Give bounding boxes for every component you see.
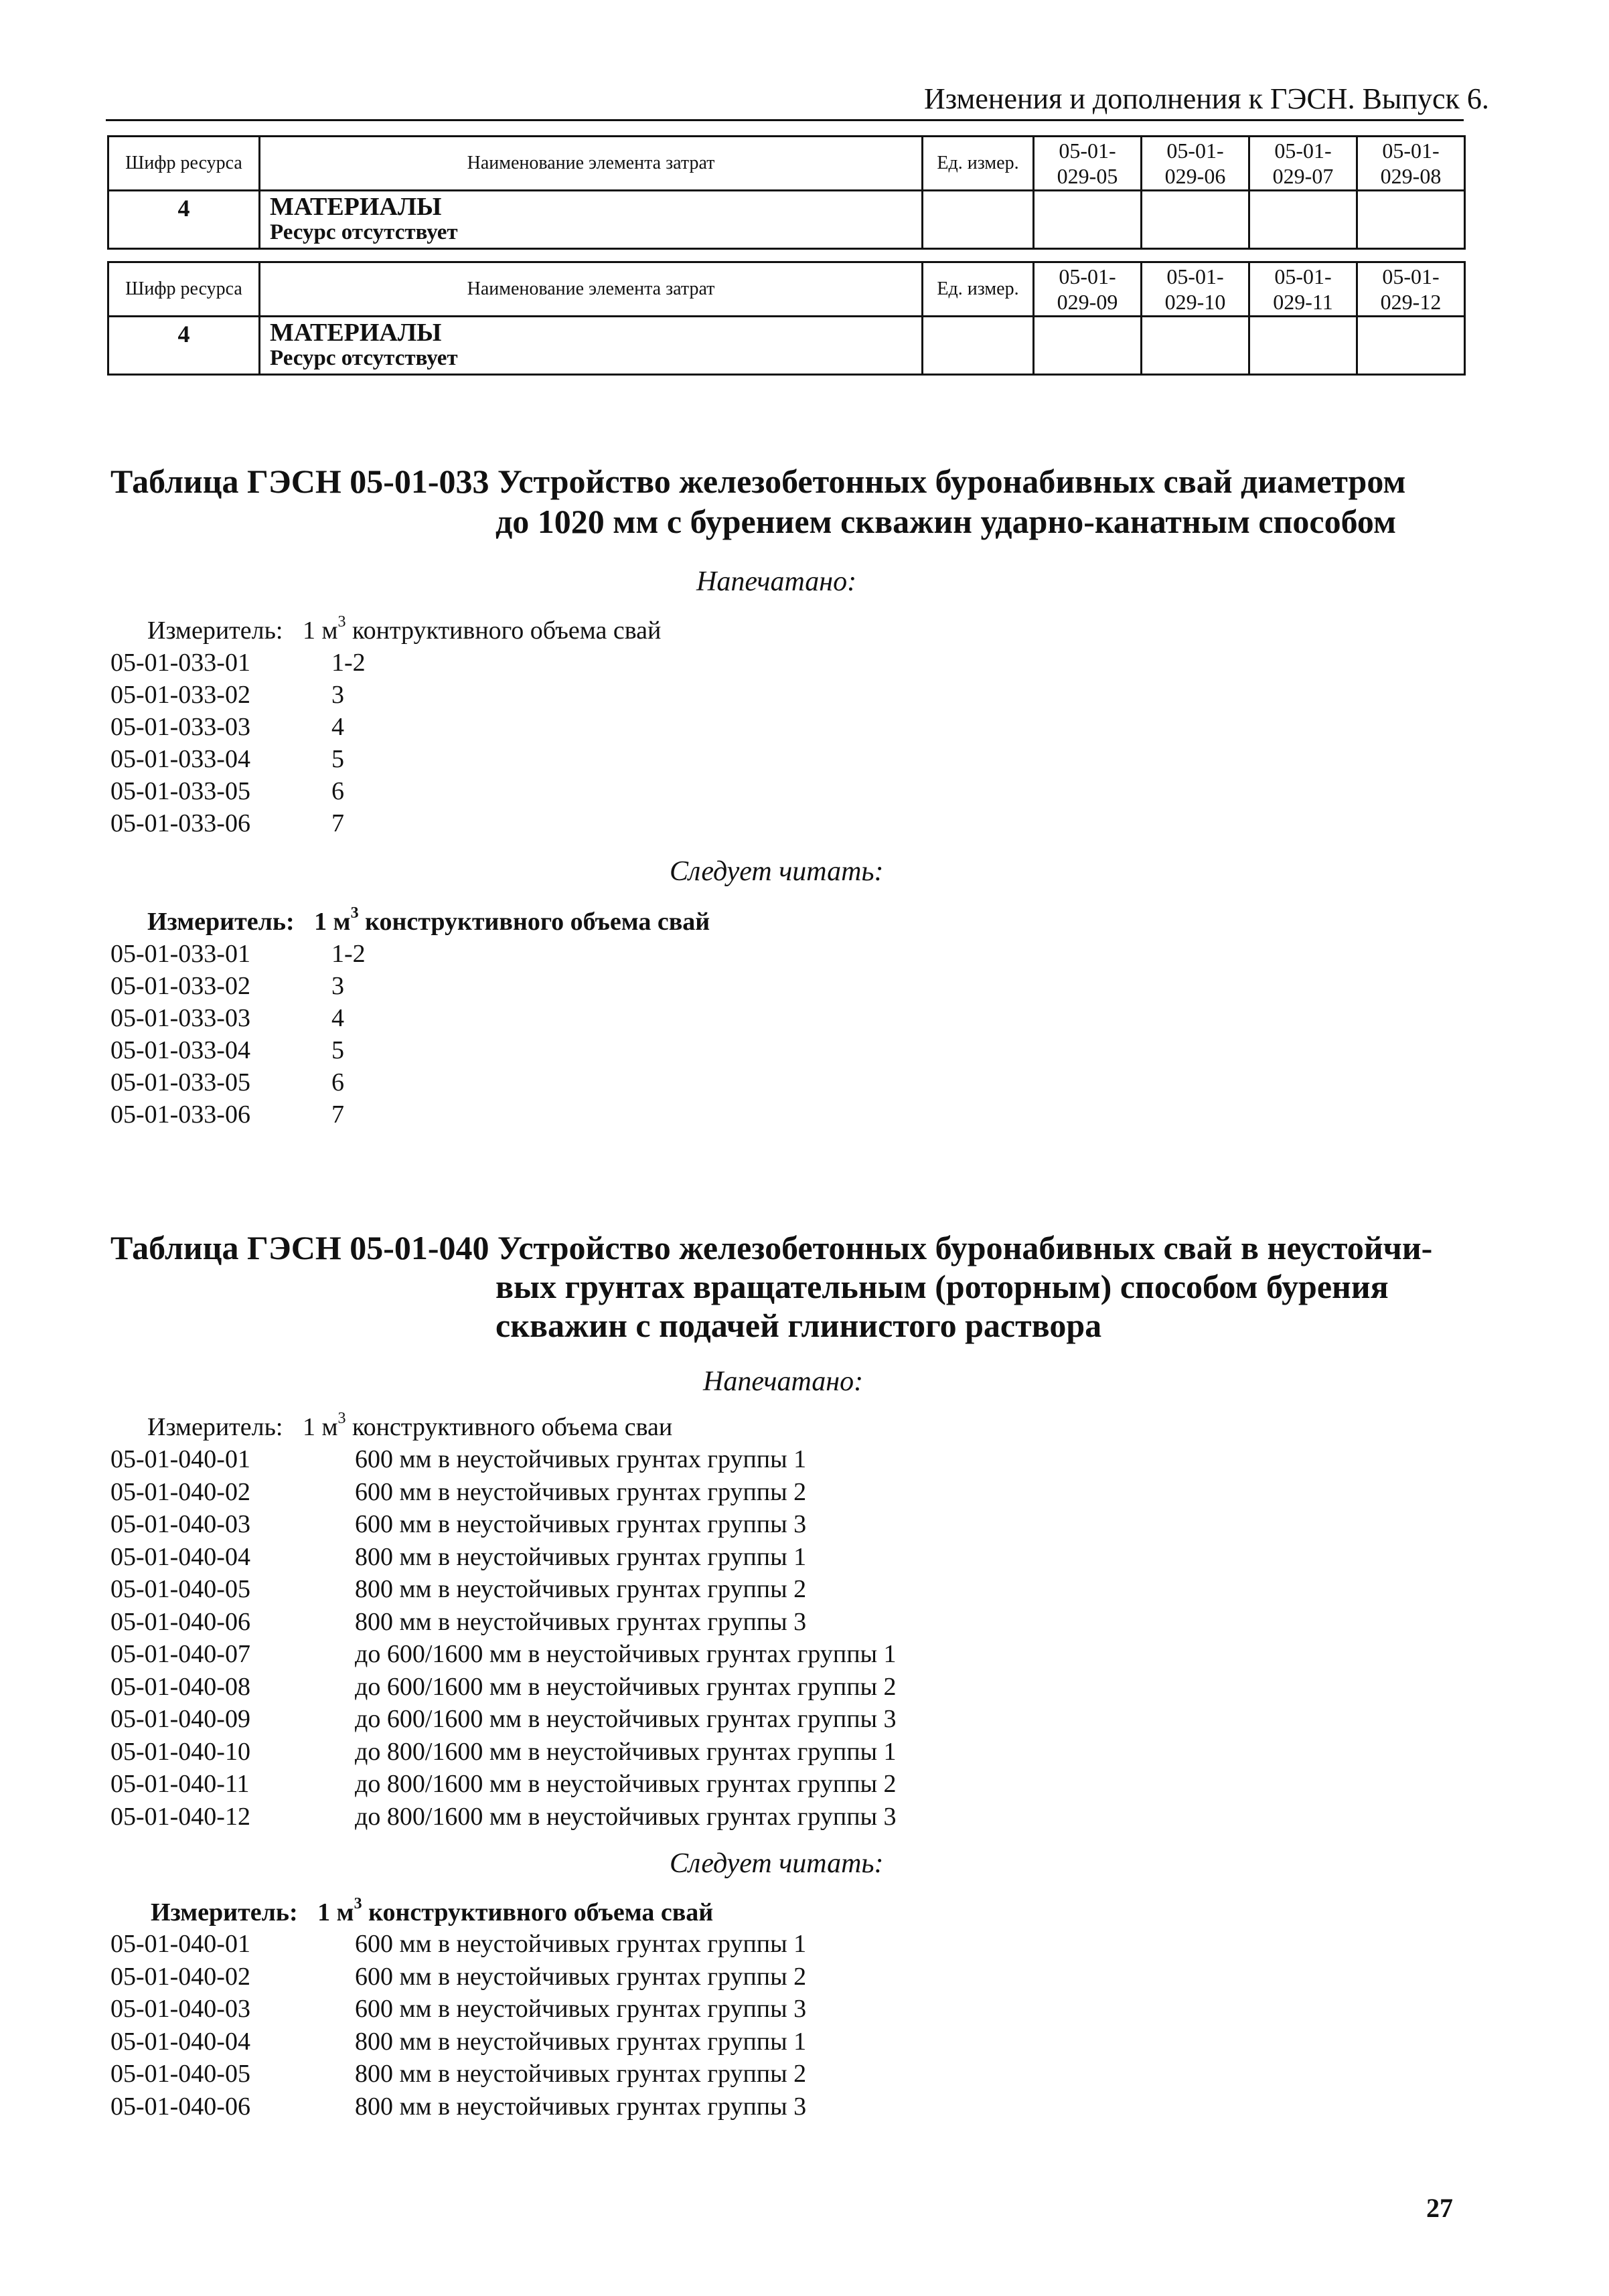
item-description: 6 (331, 777, 344, 805)
list-item (110, 2027, 807, 2056)
item-description: 600 мм в неустойчивых грунтах группы 2 (355, 1962, 807, 1991)
empty-cell (1034, 191, 1142, 249)
list-item (110, 2059, 807, 2088)
item-description: 800 мм в неустойчивых грунтах группы 2 (355, 2060, 807, 2088)
measure-unit: 1 м (314, 908, 351, 936)
row-note: Ресурс отсутствует (270, 220, 458, 244)
item-description: 5 (331, 745, 344, 773)
empty-cell (923, 191, 1034, 249)
row-title: МАТЕРИАЛЫ (270, 319, 442, 347)
norm-code-cell: 05-01- 029-11 (1249, 262, 1357, 317)
row-title: МАТЕРИАЛЫ (270, 193, 442, 221)
list-item (110, 1962, 807, 1991)
item-description: 5 (331, 1036, 344, 1064)
item-code: 05-01-040-08 (110, 1672, 250, 1701)
item-code: 05-01-033-02 (110, 972, 250, 1000)
item-code: 05-01-033-02 (110, 681, 250, 709)
section1-title-line1: Таблица ГЭСН 05-01-033 Устройство железобетонных буронабивных свай диаметром (110, 463, 1406, 500)
item-code: 05-01-033-01 (110, 649, 250, 677)
item-code: 05-01-040-04 (110, 1542, 250, 1571)
list-item (110, 776, 344, 806)
list-item (110, 648, 366, 677)
item-description: 800 мм в неустойчивых грунтах группы 2 (355, 1575, 807, 1603)
list-item (110, 1639, 897, 1669)
empty-cell (1034, 317, 1142, 375)
list-item (110, 1607, 807, 1637)
list-item (110, 712, 344, 742)
list-item (110, 1802, 897, 1831)
measure-desc: конструктивного объема свай (362, 1898, 714, 1926)
item-code: 05-01-040-09 (110, 1705, 250, 1733)
list-item (110, 744, 344, 774)
item-code: 05-01-033-04 (110, 745, 250, 773)
section2-correct-measure (151, 1895, 714, 1927)
item-description: 800 мм в неустойчивых грунтах группы 3 (355, 2092, 807, 2121)
item-code: 05-01-040-01 (110, 1930, 250, 1958)
table-header-row (108, 137, 1465, 191)
col-unit-header: Ед. измер. (923, 137, 1034, 191)
section2-printed-measure (147, 1412, 672, 1442)
section2-title-line1: Таблица ГЭСН 05-01-040 Устройство железобетонных буронабивных свай в неустойчи- (110, 1229, 1433, 1266)
item-code: 05-01-040-10 (110, 1737, 250, 1766)
item-description: 4 (331, 713, 344, 741)
item-description: 3 (331, 681, 344, 709)
item-code: 05-01-040-06 (110, 2092, 250, 2121)
resource-table-1 (107, 135, 1466, 250)
empty-cell (1249, 317, 1357, 375)
list-item (110, 1574, 807, 1604)
item-description: 4 (331, 1004, 344, 1032)
norm-code-cell: 05-01- 029-09 (1034, 262, 1142, 317)
item-code: 05-01-040-02 (110, 1962, 250, 1991)
item-code: 05-01-033-04 (110, 1036, 250, 1064)
empty-cell (1142, 191, 1249, 249)
measure-sup: 3 (350, 904, 359, 922)
norm-code-cell: 05-01- 029-07 (1249, 137, 1357, 191)
measure-label: Измеритель: (147, 617, 283, 645)
item-description: 7 (331, 1100, 344, 1129)
item-code: 05-01-040-11 (110, 1770, 250, 1798)
section2-title-line3: скважин с подачей глинистого раствора (495, 1307, 1102, 1344)
measure-label: Измеритель: (147, 908, 295, 936)
empty-cell (1357, 317, 1465, 375)
measure-label: Измеритель: (151, 1898, 298, 1926)
section1-printed-label: Напечатано: (696, 566, 857, 597)
section1-correct-label: Следует читать: (670, 856, 884, 887)
item-description: до 800/1600 мм в неустойчивых грунтах группы 3 (355, 1802, 897, 1831)
col-code-header: Шифр ресурса (108, 262, 260, 317)
item-code: 05-01-040-05 (110, 2060, 250, 2088)
section2-title-line2: вых грунтах вращательным (роторным) способом бурения (495, 1268, 1389, 1305)
list-item (110, 1036, 344, 1065)
row-name (260, 317, 923, 375)
item-description: 800 мм в неустойчивых грунтах группы 1 (355, 2027, 807, 2056)
row-name (260, 191, 923, 249)
list-item (110, 2092, 807, 2121)
list-item (110, 1068, 344, 1097)
item-description: 600 мм в неустойчивых грунтах группы 1 (355, 1445, 807, 1473)
measure-unit: 1 м (303, 1413, 338, 1441)
col-code-header: Шифр ресурса (108, 137, 260, 191)
item-description: 6 (331, 1068, 344, 1096)
list-item (110, 680, 344, 710)
item-description: до 600/1600 мм в неустойчивых грунтах группы 2 (355, 1672, 897, 1701)
row-number: 4 (108, 191, 260, 249)
item-code: 05-01-033-03 (110, 1004, 250, 1032)
item-code: 05-01-040-03 (110, 1510, 250, 1538)
item-code: 05-01-033-01 (110, 940, 250, 968)
item-code: 05-01-040-02 (110, 1477, 250, 1506)
list-item (110, 939, 366, 969)
list-item (110, 1445, 807, 1474)
table-header-row (108, 262, 1465, 317)
norm-code-cell: 05-01- 029-12 (1357, 262, 1465, 317)
item-description: до 800/1600 мм в неустойчивых грунтах группы 2 (355, 1770, 897, 1798)
item-description: 1-2 (331, 940, 366, 968)
col-unit-header: Ед. измер. (923, 262, 1034, 317)
item-description: 600 мм в неустойчивых грунтах группы 3 (355, 1995, 807, 2023)
item-description: 1-2 (331, 649, 366, 677)
list-item (110, 1994, 807, 2024)
page-number: 27 (1426, 2193, 1453, 2223)
item-code: 05-01-033-05 (110, 1068, 250, 1096)
empty-cell (1357, 191, 1465, 249)
item-code: 05-01-040-12 (110, 1802, 250, 1831)
row-note: Ресурс отсутствует (270, 346, 458, 370)
item-description: 800 мм в неустойчивых грунтах группы 3 (355, 1607, 807, 1636)
header-rule (106, 119, 1464, 121)
item-code: 05-01-033-06 (110, 809, 250, 837)
materials-row (108, 191, 1465, 249)
list-item (110, 1100, 344, 1129)
list-item (110, 1704, 897, 1734)
empty-cell (923, 317, 1034, 375)
item-description: до 600/1600 мм в неустойчивых грунтах группы 1 (355, 1640, 897, 1668)
section1-correct-measure (147, 904, 710, 936)
list-item (110, 809, 344, 838)
row-number: 4 (108, 317, 260, 375)
item-code: 05-01-040-01 (110, 1445, 250, 1473)
item-code: 05-01-033-03 (110, 713, 250, 741)
measure-label: Измеритель: (147, 1413, 283, 1441)
list-item (110, 1477, 807, 1507)
item-description: до 600/1600 мм в неустойчивых грунтах группы 3 (355, 1705, 897, 1733)
list-item (110, 1509, 807, 1539)
item-description: 800 мм в неустойчивых грунтах группы 1 (355, 1542, 807, 1571)
section2-printed-label: Напечатано: (703, 1366, 864, 1397)
norm-code-cell: 05-01- 029-08 (1357, 137, 1465, 191)
item-description: 3 (331, 972, 344, 1000)
item-description: 600 мм в неустойчивых грунтах группы 1 (355, 1930, 807, 1958)
col-name-header: Наименование элемента затрат (260, 137, 923, 191)
materials-row (108, 317, 1465, 375)
list-item (110, 1542, 807, 1572)
item-description: 600 мм в неустойчивых грунтах группы 2 (355, 1477, 807, 1506)
item-code: 05-01-040-05 (110, 1575, 250, 1603)
col-name-header: Наименование элемента затрат (260, 262, 923, 317)
list-item (110, 1929, 807, 1959)
measure-sup: 3 (337, 1410, 346, 1427)
list-item (110, 971, 344, 1001)
measure-sup: 3 (354, 1895, 362, 1912)
item-description: до 800/1600 мм в неустойчивых грунтах группы 1 (355, 1737, 897, 1766)
item-code: 05-01-033-06 (110, 1100, 250, 1129)
item-code: 05-01-040-03 (110, 1995, 250, 2023)
measure-unit: 1 м (317, 1898, 354, 1926)
item-code: 05-01-040-07 (110, 1640, 250, 1668)
norm-code-cell: 05-01- 029-06 (1142, 137, 1249, 191)
empty-cell (1142, 317, 1249, 375)
norm-code-cell: 05-01- 029-05 (1034, 137, 1142, 191)
item-description: 7 (331, 809, 344, 837)
item-code: 05-01-040-06 (110, 1607, 250, 1636)
list-item (110, 1003, 344, 1033)
list-item (110, 1672, 897, 1702)
measure-sup: 3 (337, 613, 346, 631)
norm-code-cell: 05-01- 029-10 (1142, 262, 1249, 317)
measure-desc: конструктивного объема сваи (346, 1413, 673, 1441)
list-item (110, 1737, 897, 1767)
measure-unit: 1 м (303, 617, 338, 645)
section1-printed-measure (147, 613, 662, 645)
measure-desc: контруктивного объема свай (346, 617, 662, 645)
list-item (110, 1769, 897, 1799)
running-header: Изменения и дополнения к ГЭСН. Выпуск 6. (924, 82, 1489, 115)
section2-correct-label: Следует читать: (670, 1848, 884, 1879)
resource-table-2 (107, 261, 1466, 376)
section1-title-line2: до 1020 мм с бурением скважин ударно-канатным способом (495, 503, 1397, 540)
item-code: 05-01-040-04 (110, 2027, 250, 2056)
item-description: 600 мм в неустойчивых грунтах группы 3 (355, 1510, 807, 1538)
item-code: 05-01-033-05 (110, 777, 250, 805)
measure-desc: конструктивного объема свай (358, 908, 710, 936)
empty-cell (1249, 191, 1357, 249)
